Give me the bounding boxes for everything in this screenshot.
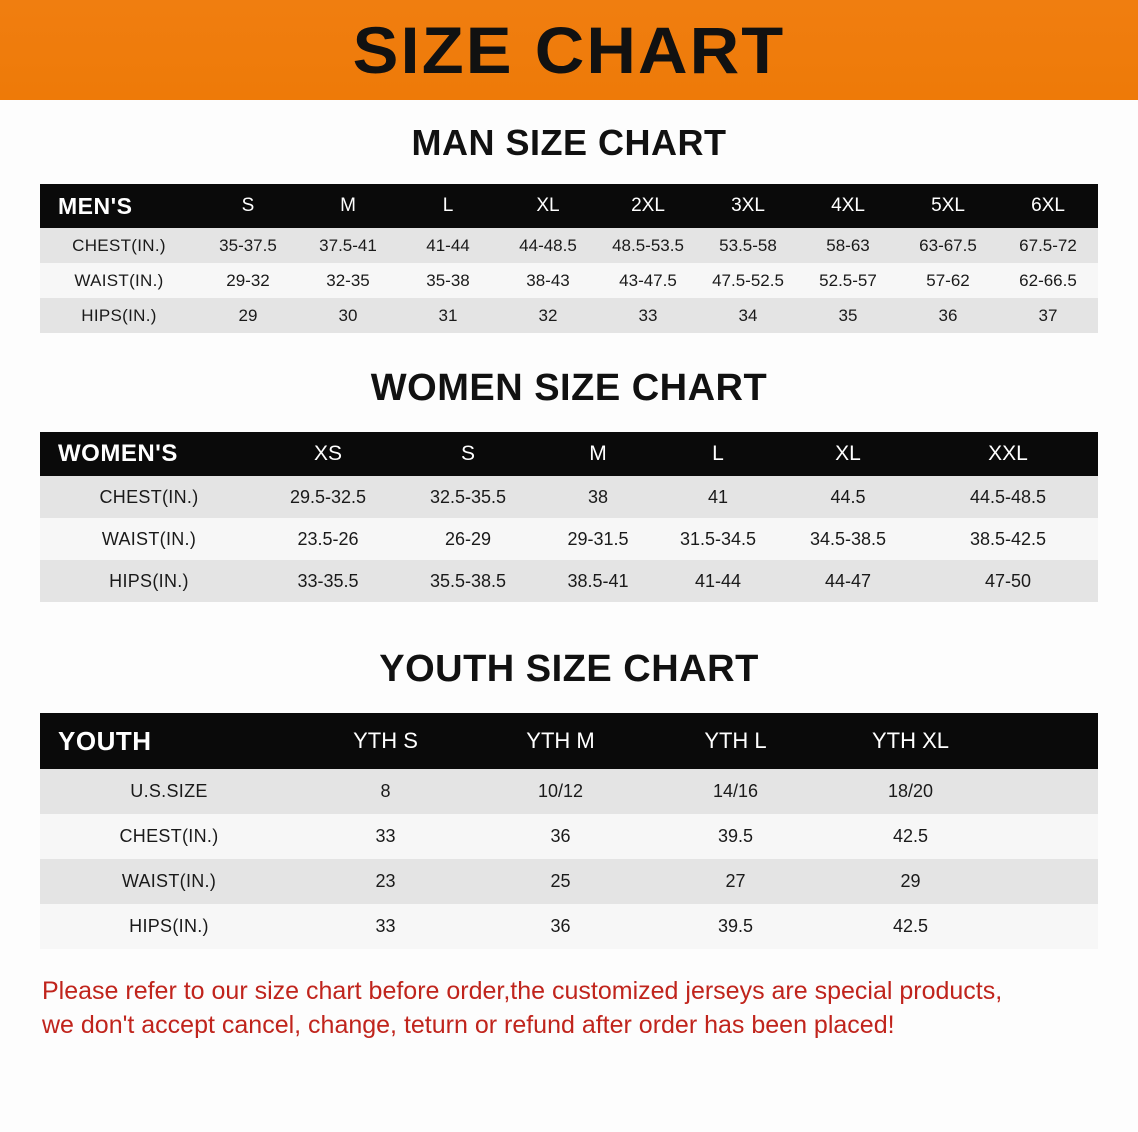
row-label: WAIST(IN.) [101, 528, 197, 549]
table-row [40, 476, 1098, 518]
cell: 14/16 [712, 781, 759, 801]
column-header: S [241, 195, 255, 216]
cell: 43-47.5 [619, 270, 677, 290]
cell: 27 [725, 871, 746, 891]
table-header-row [40, 432, 1098, 476]
column-header: WOMEN'S [58, 440, 178, 467]
cell: 42.5 [892, 916, 929, 936]
cell: 38-43 [526, 270, 570, 290]
row-label: CHEST(IN.) [99, 486, 199, 507]
cell: 33 [375, 826, 396, 846]
table-header-row [40, 184, 1098, 228]
cell: 58-63 [826, 235, 870, 255]
cell: 36 [550, 916, 571, 936]
cell: 29-31.5 [567, 528, 629, 549]
cell: 32 [538, 305, 558, 325]
column-header: S [460, 442, 475, 465]
cell: 31.5-34.5 [679, 528, 757, 549]
cell: 18/20 [887, 781, 934, 801]
column-header: XXL [988, 442, 1028, 465]
disclaimer-line-2: we don't accept cancel, change, teturn or refund after order has been placed! [42, 1010, 895, 1039]
cell: 44.5 [830, 486, 866, 507]
cell: 31 [438, 305, 458, 325]
cell: 30 [338, 305, 358, 325]
cell: 42.5 [892, 826, 929, 846]
column-header-spacer [998, 713, 1098, 769]
table-header-row [40, 713, 1098, 769]
cell: 36 [938, 305, 958, 325]
column-header: YTH M [526, 728, 595, 753]
table-row [40, 814, 1098, 859]
column-header: 6XL [1031, 195, 1065, 216]
cell: 35-38 [426, 270, 470, 290]
cell: 53.5-58 [719, 235, 777, 255]
youth-size-table [40, 713, 1098, 949]
cell: 44-48.5 [519, 235, 577, 255]
row-label: CHEST(IN.) [119, 826, 219, 846]
cell: 41-44 [426, 235, 470, 255]
page-banner [0, 0, 1138, 100]
cell: 36 [550, 826, 571, 846]
cell: 23.5-26 [297, 528, 359, 549]
table-row [40, 263, 1098, 298]
disclaimer-line-1: Please refer to our size chart before order,the customized jerseys are special products, [42, 977, 1003, 1005]
women-section-title: WOMEN SIZE CHART [370, 367, 768, 409]
table-row [40, 560, 1098, 602]
page-title: SIZE CHART [352, 13, 786, 87]
cell: 57-62 [926, 270, 970, 290]
cell: 8 [380, 781, 391, 801]
youth-table-wrap [40, 713, 1098, 949]
man-table-wrap [40, 184, 1098, 333]
cell-spacer [998, 814, 1098, 859]
row-label: WAIST(IN.) [121, 871, 217, 891]
column-header: MEN'S [58, 192, 133, 219]
column-header: YTH S [353, 728, 418, 753]
column-header: 2XL [631, 195, 665, 216]
cell: 35.5-38.5 [429, 570, 507, 591]
cell: 44-47 [824, 570, 872, 591]
cell: 47.5-52.5 [712, 270, 784, 290]
column-header: XL [835, 442, 861, 465]
row-label: HIPS(IN.) [129, 916, 209, 936]
cell: 38.5-41 [567, 570, 629, 591]
cell: 33 [375, 916, 396, 936]
youth-section-title: YOUTH SIZE CHART [379, 648, 759, 690]
table-row [40, 298, 1098, 333]
table-row [40, 518, 1098, 560]
cell: 29-32 [226, 270, 270, 290]
cell: 33-35.5 [297, 570, 359, 591]
cell: 26-29 [444, 528, 492, 549]
cell: 33 [638, 305, 658, 325]
column-header: L [712, 442, 724, 465]
column-header: L [442, 195, 454, 216]
cell: 35 [838, 305, 858, 325]
column-header: XS [313, 442, 342, 465]
cell: 39.5 [717, 826, 754, 846]
cell: 34 [738, 305, 758, 325]
cell: 29.5-32.5 [289, 486, 367, 507]
table-row [40, 228, 1098, 263]
cell: 35-37.5 [219, 235, 277, 255]
row-label: HIPS(IN.) [81, 305, 157, 325]
disclaimer-note [42, 975, 1096, 1043]
cell: 67.5-72 [1019, 235, 1077, 255]
cell: 44.5-48.5 [969, 486, 1047, 507]
column-header: 5XL [931, 195, 965, 216]
cell: 37.5-41 [319, 235, 377, 255]
man-size-table [40, 184, 1098, 333]
cell: 62-66.5 [1019, 270, 1077, 290]
table-row [40, 859, 1098, 904]
cell: 38 [587, 486, 609, 507]
cell-spacer [998, 859, 1098, 904]
table-row [40, 769, 1098, 814]
women-table-wrap [40, 432, 1098, 602]
cell-spacer [998, 904, 1098, 949]
cell: 10/12 [537, 781, 584, 801]
cell: 41-44 [694, 570, 742, 591]
column-header: 3XL [731, 195, 765, 216]
cell: 63-67.5 [919, 235, 977, 255]
cell: 32-35 [326, 270, 370, 290]
cell: 39.5 [717, 916, 754, 936]
table-row [40, 904, 1098, 949]
cell: 41 [707, 486, 729, 507]
cell: 34.5-38.5 [809, 528, 887, 549]
row-label: WAIST(IN.) [74, 270, 164, 290]
column-header: XL [536, 195, 560, 216]
cell: 48.5-53.5 [612, 235, 684, 255]
column-header: M [340, 195, 356, 216]
cell: 29 [238, 305, 258, 325]
women-size-table [40, 432, 1098, 602]
cell-spacer [998, 769, 1098, 814]
man-section-title: MAN SIZE CHART [411, 122, 727, 163]
cell: 32.5-35.5 [429, 486, 507, 507]
cell: 52.5-57 [819, 270, 877, 290]
column-header: 4XL [831, 195, 865, 216]
cell: 25 [550, 871, 571, 891]
cell: 38.5-42.5 [969, 528, 1047, 549]
row-label: U.S.SIZE [130, 781, 208, 801]
cell: 23 [375, 871, 396, 891]
cell: 29 [900, 871, 921, 891]
cell: 47-50 [984, 570, 1032, 591]
column-header: M [589, 442, 607, 465]
row-label: HIPS(IN.) [109, 570, 189, 591]
cell: 37 [1038, 305, 1058, 325]
column-header: YTH XL [871, 728, 950, 753]
column-header: YTH L [704, 728, 767, 753]
column-header: YOUTH [58, 725, 152, 756]
row-label: CHEST(IN.) [72, 235, 166, 255]
